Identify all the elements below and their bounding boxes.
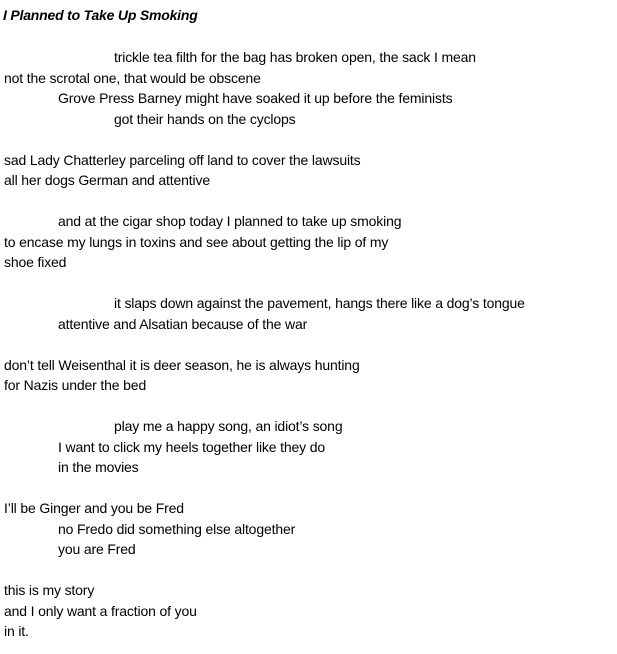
poem-line: attentive and Alsatian because of the war (58, 315, 308, 332)
poem-line: you are Fred (58, 541, 136, 557)
poem-line: and at the cigar shop today I planned to take up smoking (58, 213, 402, 229)
poem-line: got their hands on the cyclops (114, 110, 296, 127)
poem-line: this is my story (4, 582, 95, 598)
poem-line: don’t tell Weisenthal it is deer season, he is always hunting (4, 356, 360, 373)
poem-line: and I only want a fraction of you (4, 602, 197, 619)
poem-line: in the movies (58, 459, 139, 475)
poem-line: for Nazis under the bed (4, 377, 147, 393)
poem-line: all her dogs German and attentive (4, 172, 210, 188)
poem-line: play me a happy song, an idiot’s song (114, 418, 343, 434)
poem-line: not the scrotal one, that would be obscene (4, 69, 261, 86)
poem-title: I Planned to Take Up Smoking (3, 7, 198, 23)
poem-line: Grove Press Barney might have soaked it up before the feminists (58, 90, 453, 106)
poem-line: I want to click my heels together like they do (58, 438, 326, 455)
poem-line: sad Lady Chatterley parceling off land to cover the lawsuits (4, 151, 361, 168)
poem-line: in it. (4, 623, 29, 639)
poem-line: no Fredo did something else altogether (58, 520, 296, 537)
poem-line: to encase my lungs in toxins and see about getting the lip of my (4, 233, 389, 250)
poem-line: trickle tea filth for the bag has broken open, the sack I mean (114, 49, 476, 65)
poem-line: it slaps down against the pavement, hangs there like a dog’s tongue (114, 295, 525, 311)
poem-line: I’ll be Ginger and you be Fred (4, 500, 184, 516)
poem-line: shoe fixed (4, 254, 67, 270)
